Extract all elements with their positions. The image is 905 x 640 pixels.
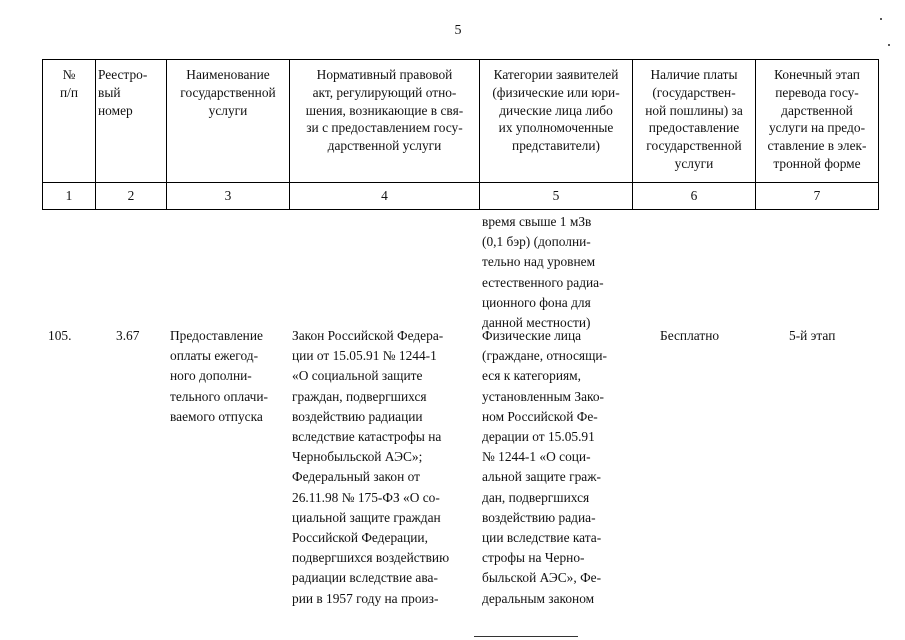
header-service-name: Наименование государственной услуги (167, 60, 290, 183)
page-bottom-rule (474, 636, 578, 637)
column-number-5: 5 (480, 183, 633, 210)
column-number-2: 2 (96, 183, 167, 210)
header-fee: Наличие платы (государствен- ной пошлины) за предоставление государственной услуги (633, 60, 756, 183)
column-number-4: 4 (290, 183, 480, 210)
row-final-stage: 5-й этап (789, 328, 836, 343)
column-number-6: 6 (633, 183, 756, 210)
row-registry-number: 3.67 (116, 328, 140, 343)
column-number-1: 1 (43, 183, 96, 210)
row-applicant-categories: Физические лица (граждане, относящи- еся к категориям, установленным Зако- ном Российской Фе- дерации от 15.05.91 № 1244-1 «О соци- альной защите граж- дан, подвергшихся воздействию радиа- ции вследствие ката- строфы на Черно- быльской АЭС», Фе- деральным законом (482, 328, 608, 606)
row-legal-act: Закон Российской Федера- ции от 15.05.91 № 1244-1 «О социальной защите граждан, подвергшихся воздействию радиации вследствие катастрофы на Чернобыльской АЭС»; Федеральный закон от 26.11.98 № 175-ФЗ «О со- циальной защите граждан Российской Федерации, подвергшихся воздействию радиации вследствие ава- рии в 1957 году на произ- (292, 328, 450, 606)
page-number: 5 (454, 23, 462, 38)
services-table-header (42, 59, 879, 210)
column-number-3: 3 (167, 183, 290, 210)
column-number-7: 7 (756, 183, 879, 210)
header-applicant-categories: Категории заявителей (физические или юри- дические лица либо их уполномоченные представители) (480, 60, 633, 183)
header-registry-number: Реестро- вый номер (96, 60, 167, 183)
header-number: № п/п (43, 60, 96, 183)
continuation-applicants-text: время свыше 1 мЗв (0,1 бэр) (дополни- тельно над уровнем естественного радиа- ционного фона для данной местности) (482, 214, 604, 331)
row-number: 105. (48, 328, 72, 343)
row-service-name: Предоставление оплаты ежегод- ного дополни- тельного оплачи- ваемого отпуска (170, 328, 268, 424)
header-legal-act: Нормативный правовой акт, регулирующий отно- шения, возникающие в свя- зи с предоставлением госу- дарственной услуги (290, 60, 480, 183)
row-fee: Бесплатно (660, 328, 720, 343)
header-final-stage: Конечный этап перевода госу- дарственной услуги на предо- ставление в элек- тронной форме (756, 60, 879, 183)
